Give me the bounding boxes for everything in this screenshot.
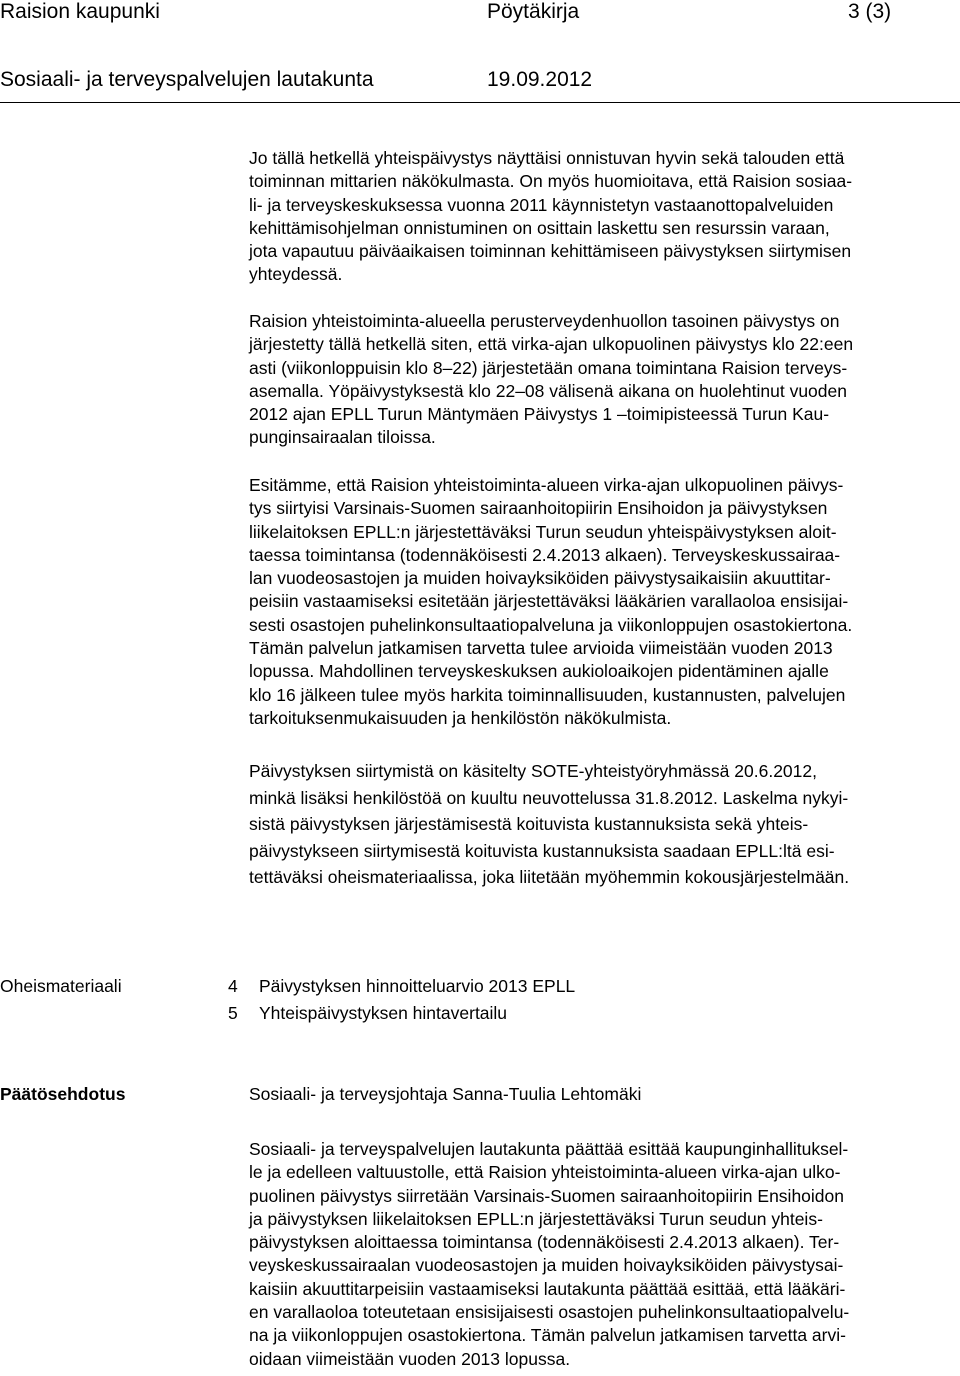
text-line: minkä lisäksi henkilöstöä on kuultu neuvottelussa 31.8.2012. Laskelma nykyi- (249, 787, 849, 808)
text-line: Jo tällä hetkellä yhteispäivystys näyttäisi onnistuvan hyvin sekä talouden että (249, 148, 845, 168)
proposal-label: Päätösehdotus (0, 1084, 126, 1104)
text-line: tettäväksi oheismateriaalissa, joka liitetään myöhemmin kokousjärjestelmään. (249, 867, 850, 887)
text-line: Päivystyksen siirtymistä on käsitelty SOTE-yhteistyöryhmässä 20.6.2012, (249, 761, 817, 781)
text-line: tys siirtyisi Varsinais-Suomen sairaanhoitopiirin Ensihoidon ja päivystyksen (249, 498, 828, 519)
text-line: Raision yhteistoiminta-alueella perusterveydenhuollon tasoinen päivystys on (249, 311, 840, 331)
header-divider (0, 102, 960, 103)
text-line: järjestetty tällä hetkellä siten, että virka-ajan ulkopuolinen päivystys klo 22:een (249, 334, 854, 355)
text-line: kehittämisohjelman onnistuminen on osittain laskettu sen resurssin varaan, (249, 217, 830, 238)
proposal-text (249, 1138, 955, 1371)
text-line: sistä päivystyksen järjestämisestä koituvista kustannuksista sekä yhteis- (249, 814, 809, 834)
attachments-label: Oheismateriaali (0, 976, 122, 996)
paragraph-2 (249, 310, 955, 450)
text-line: lopussa. Mahdollinen terveyskeskuksen aukioloaikojen pidentäminen ajalle (249, 661, 829, 682)
attachment-title: Yhteispäivystyksen hintavertailu (259, 1003, 508, 1023)
text-line: veyskeskussairaalan vuodeosastojen ja muiden hoivayksiköiden päivystysai- (249, 1255, 844, 1276)
text-line: tarkoituksenmukaisuuden ja henkilöstön näkökulmista. (249, 707, 672, 728)
board-name: Sosiaali- ja terveyspalvelujen lautakunta (0, 68, 374, 91)
text-line: sesti osastojen puhelinkonsultaatiopalveluna ja viikonloppujen osastokiertona. (249, 614, 853, 635)
text-line: peisiin vastaamiseksi esitetään järjestettäväksi lääkärien varallaoloa ensisijai- (249, 591, 849, 612)
text-line: kaisiin akuuttitarpeisiin vastaamiseksi lautakunta päättää esittää, että lääkäri- (249, 1278, 846, 1299)
text-line: toiminnan mittarien näkökulmasta. On myös huomioitava, että Raision sosiaa- (249, 171, 853, 192)
text-line: li- ja terveyskeskuksessa vuonna 2011 käynnistetyn vastaanottopalveluiden (249, 194, 834, 215)
text-line: puolinen päivystys siirretään Varsinais-Suomen sairaanhoitopiirin Ensihoidon (249, 1185, 844, 1206)
attachment-number: 5 (228, 1003, 238, 1023)
text-line: en varallaoloa toteutetaan ensisijaisesti osastojen puhelinkonsultaatiopalvelu- (249, 1302, 850, 1323)
text-line: Tämän palvelun jatkamisen tarvetta tulee arvioida viimeistään vuoden 2013 (249, 638, 833, 659)
text-line: 2012 ajan EPLL Turun Mäntymäen Päivystys 1 –toimipisteessä Turun Kau- (249, 404, 830, 425)
paragraph-1 (249, 147, 955, 287)
text-line: päivystykseen siirtymisestä koituvista kustannuksista saadaan EPLL:ltä esi- (249, 840, 835, 861)
text-line: jota vapautuu päiväaikaisen toiminnan kehittämiseen päivystyksen siirtymisen (249, 241, 852, 262)
text-line: le ja edelleen valtuustolle, että Raision yhteistoiminta-alueen virka-ajan ulko- (249, 1162, 841, 1183)
paragraph-3 (249, 474, 955, 730)
text-line: Sosiaali- ja terveyspalvelujen lautakunta päättää esittää kaupunginhallituksel- (249, 1139, 849, 1159)
text-line: klo 16 jälkeen tulee myös harkita toiminnallisuuden, kustannusten, palvelujen (249, 684, 846, 705)
text-line: asti (viikonloppuisin klo 8–22) järjestetään omana toimintana Raision terveys- (249, 357, 848, 378)
document-type: Pöytäkirja (487, 0, 580, 23)
proposal-presenter: Sosiaali- ja terveysjohtaja Sanna-Tuulia Lehtomäki (249, 1084, 642, 1104)
attachment-number: 4 (228, 976, 238, 996)
page-number: 3 (3) (848, 0, 892, 23)
text-line: yhteydessä. (249, 264, 343, 285)
text-line: lan vuodeosastojen ja muiden hoivayksiköiden päivystysaikaisiin akuuttitar- (249, 568, 831, 589)
text-line: na ja viikonloppujen osastokiertona. Tämän palvelun jatkamisen tarvetta arvi- (249, 1325, 846, 1346)
text-line: liikelaitoksen EPLL:n järjestettäväksi Turun seudun yhteispäivystyksen aloit- (249, 521, 837, 542)
text-line: asemalla. Yöpäivystyksestä klo 22–08 välisenä aikana on huolehtinut vuoden (249, 380, 847, 401)
text-line: taessa toimintansa (todennäköisesti 2.4.2013 alkaen). Terveyskeskussairaa- (249, 544, 841, 565)
attachment-title: Päivystyksen hinnoitteluarvio 2013 EPLL (259, 976, 576, 996)
text-line: oidaan viimeistään vuoden 2013 lopussa. (249, 1348, 571, 1369)
text-line: ja päivystyksen liikelaitoksen EPLL:n järjestettäväksi Turun seudun yhteis- (249, 1208, 823, 1229)
paragraph-4 (249, 758, 955, 891)
text-line: Esitämme, että Raision yhteistoiminta-alueen virka-ajan ulkopuolinen päivys- (249, 475, 844, 495)
text-line: päivystyksen aloittaessa toimintansa (todennäköisesti 2.4.2013 alkaen). Ter- (249, 1232, 840, 1253)
municipality-name: Raision kaupunki (0, 0, 160, 23)
meeting-date: 19.09.2012 (487, 68, 593, 91)
text-line: punginsairaalan tiloissa. (249, 427, 436, 448)
